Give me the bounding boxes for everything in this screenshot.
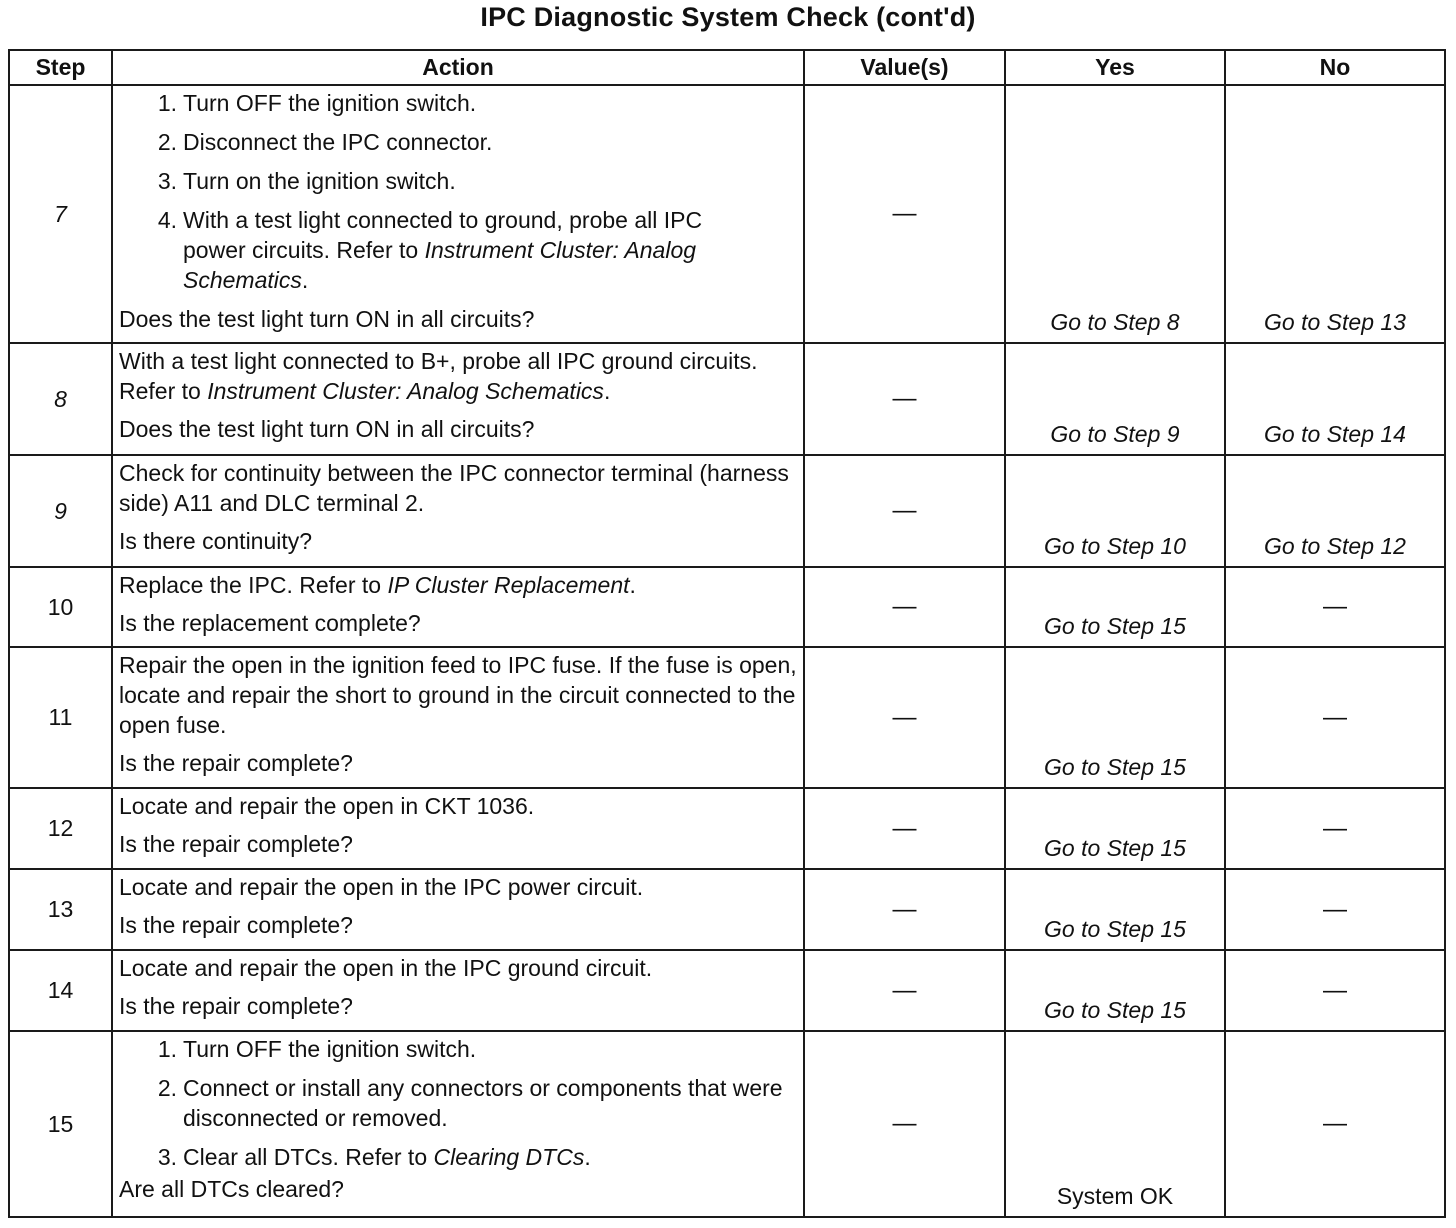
header-action: Action [112, 50, 804, 85]
list-item: 2. Connect or install any connectors or components that were disconnected or removed. [157, 1075, 783, 1131]
action-text: Locate and repair the open in the IPC power circuit. [119, 874, 644, 900]
yes-cell: Go to Step 9 [1005, 343, 1225, 455]
action-question: Is the repair complete? [119, 750, 353, 776]
value-cell: — [804, 1031, 1005, 1217]
step-number: 15 [9, 1031, 112, 1217]
step-number: 14 [9, 950, 112, 1031]
yes-cell: Go to Step 15 [1005, 788, 1225, 869]
action-cell [112, 455, 804, 567]
no-cell: Go to Step 12 [1225, 455, 1445, 567]
yes-cell: Go to Step 8 [1005, 85, 1225, 343]
list-item: 2. Disconnect the IPC connector. [157, 129, 493, 155]
action-question: Is the repair complete? [119, 912, 353, 938]
yes-cell: Go to Step 15 [1005, 567, 1225, 647]
yes-cell: System OK [1005, 1031, 1225, 1217]
no-cell: — [1225, 869, 1445, 950]
no-cell: Go to Step 14 [1225, 343, 1445, 455]
no-cell: — [1225, 647, 1445, 788]
table-row [9, 567, 1445, 647]
action-question: Is there continuity? [119, 528, 313, 554]
no-cell: — [1225, 788, 1445, 869]
action-question: Does the test light turn ON in all circuits? [119, 306, 535, 332]
action-cell [112, 567, 804, 647]
yes-cell: Go to Step 15 [1005, 869, 1225, 950]
value-cell: — [804, 950, 1005, 1031]
action-text: Replace the IPC. Refer to IP Cluster Replacement. [119, 572, 636, 598]
table-header-row [9, 50, 1445, 85]
table-row [9, 647, 1445, 788]
reference-link: Instrument Cluster: Analog Schematics [183, 237, 697, 293]
action-question: Are all DTCs cleared? [119, 1176, 344, 1202]
list-item: 3. Clear all DTCs. Refer to Clearing DTCs. [157, 1144, 591, 1170]
yes-cell: Go to Step 15 [1005, 647, 1225, 788]
reference-link: Clearing DTCs [433, 1144, 585, 1170]
no-cell: — [1225, 1031, 1445, 1217]
yes-cell: Go to Step 15 [1005, 950, 1225, 1031]
header-values: Value(s) [804, 50, 1005, 85]
step-number: 9 [9, 455, 112, 567]
header-yes: Yes [1005, 50, 1225, 85]
action-question: Is the repair complete? [119, 831, 353, 857]
action-cell [112, 950, 804, 1031]
value-cell: — [804, 343, 1005, 455]
value-cell: — [804, 567, 1005, 647]
table-row [9, 869, 1445, 950]
action-question: Does the test light turn ON in all circuits? [119, 416, 535, 442]
step-number: 11 [9, 647, 112, 788]
step-number: 7 [9, 85, 112, 343]
action-cell [112, 85, 804, 343]
diagnostic-table [8, 49, 1446, 1218]
step-number: 10 [9, 567, 112, 647]
value-cell: — [804, 647, 1005, 788]
action-cell [112, 869, 804, 950]
action-question: Is the repair complete? [119, 993, 353, 1019]
yes-cell: Go to Step 10 [1005, 455, 1225, 567]
action-cell [112, 647, 804, 788]
no-cell: — [1225, 567, 1445, 647]
page-title: IPC Diagnostic System Check (cont'd) [480, 2, 976, 32]
action-cell [112, 343, 804, 455]
action-cell [112, 1031, 804, 1217]
value-cell: — [804, 85, 1005, 343]
table-row [9, 1031, 1445, 1217]
reference-link: IP Cluster Replacement [387, 572, 630, 598]
action-cell [112, 788, 804, 869]
value-cell: — [804, 869, 1005, 950]
table-row [9, 343, 1445, 455]
table-row [9, 950, 1445, 1031]
no-cell: — [1225, 950, 1445, 1031]
action-text: Locate and repair the open in CKT 1036. [119, 793, 535, 819]
action-list [119, 88, 799, 295]
action-list [119, 1034, 799, 1172]
no-cell: Go to Step 13 [1225, 85, 1445, 343]
action-text: With a test light connected to B+, probe all IPC ground circuits. Refer to Instrument Cluster: Analog Schematics. [119, 348, 758, 404]
header-step: Step [9, 50, 112, 85]
action-question: Is the replacement complete? [119, 610, 421, 636]
header-no: No [1225, 50, 1445, 85]
value-cell: — [804, 455, 1005, 567]
list-item: 4. With a test light connected to ground, probe all IPC power circuits. Refer to Instrument Cluster: Analog Schematics. [157, 207, 703, 293]
list-item: 3. Turn on the ignition switch. [157, 168, 456, 194]
value-cell: — [804, 788, 1005, 869]
step-number: 12 [9, 788, 112, 869]
action-text: Check for continuity between the IPC connector terminal (harness side) A11 and DLC terminal 2. [119, 460, 789, 516]
action-text: Locate and repair the open in the IPC ground circuit. [119, 955, 653, 981]
action-text: Repair the open in the ignition feed to IPC fuse. If the fuse is open, locate and repair the short to ground in the circuit connected to the open fuse. [119, 652, 797, 738]
table-row [9, 455, 1445, 567]
table-row [9, 788, 1445, 869]
list-item: 1. Turn OFF the ignition switch. [157, 90, 477, 116]
step-number: 8 [9, 343, 112, 455]
table-row [9, 85, 1445, 343]
list-item: 1. Turn OFF the ignition switch. [157, 1036, 477, 1062]
reference-link: Instrument Cluster: Analog Schematics [207, 378, 604, 404]
step-number: 13 [9, 869, 112, 950]
